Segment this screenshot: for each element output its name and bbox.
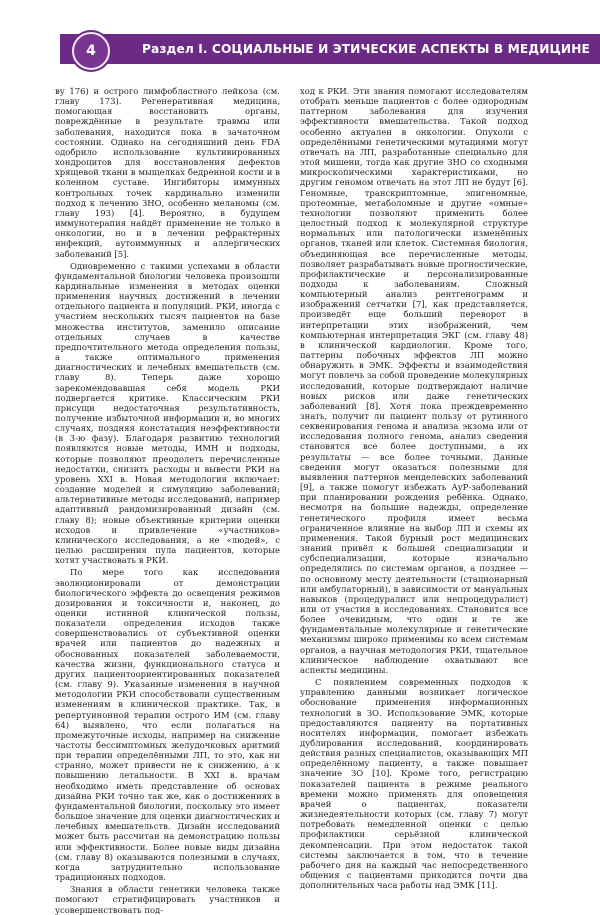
page-header	[60, 34, 600, 64]
paragraph: По мере того как исследования эволюционировали от демонстрации биологического эффекта до освещения режимов дозирования и токсичности и, наконец, до оценки истинной клинической пользы, показатели определения исходов также совершенствовались от субъективной оценки врачей или пациентов до надежных и обоснованных показателей заболеваемости, качества жизни, функционального статуса и других пациентоориентированных показателей (см. главу 9). Указанные изменения в научной методологии РКИ способствовали существенным изменениям в клинической практике. Так, в репертуинонной терапии острого ИМ (см. главу 64) выявлено, что если полагаться на промежуточные исходы, например на снижение частоты бессимптомных желудочковых аритмий при терапии определёнными ЛП, то это, как ни странно, может привести не к снижению, а к повышению летальности. В XXI в. врачам необходимо иметь представление об основах дизайна РКИ точно так же, как о достижениях в фундаментальной биологии, поскольку это имеет большое значение для оценки диагностических и лечебных вмешательств. Дизайн исследований может быть рассчитан на демонстрацию пользы или эффективности. Более новые виды дизайна (см. главу 8) оказываются полезными в случаях, когда затруднительно использование традиционных подходов.	[55, 567, 280, 883]
paragraph: Одновременно с такими успехами в области фундаментальной биологии человека произошли кардинальные изменения в методах оценки применения научных достижений в лечении отдельного пациента и популяций. РКИ, иногда с участием нескольких тысяч пациентов на базе множества институтов, заменило описание отдельных случаев в качестве предпочтительного метода определения пользы, а также оптимального применения диагностических и лечебных вмешательств (см. главу 8). Теперь даже хорошо зарекомендовавшая себя модель РКИ подвергается критике. Классическим РКИ присущи недостаточная результативность, получение избыточной информации и, во многих случаях, поздняя констатация неэффективности (в 3-ю фазу). Благодаря развитию технологий появляются новые методы, ИМН и подходы, которые позволяют преодолеть перечисленные недостатки, снизить расходы и вывести РКИ на уровень XXI в. Новая методология включает: создание моделей и симуляцию заболеваний; альтернативные методы исследований, например адаптивный рандомизированный дизайн (см. главу 8); новые объективные критерии оценки исходов и привлечение «участников» клинического исследования, а не «людей», с целью расширения пула пациентов, которые хотят участвовать в РКИ.	[55, 260, 280, 566]
left-column	[55, 86, 280, 915]
paragraph: С появлением современных подходов к управлению данными возникает логическое обоснование применения информационных технологий в ЗО. Использование ЭМК, которые предоставляются пациенту на портативных носителях информации, помогает избежать дублирования исследований, координировать действия разных специалистов, оказывающих МП определённому пациенту, а также повышает значение ЗО [10]. Кроме того, регистрацию показателей пациента в режиме реального времени можно применять для оповещения врачей о пациентах, показатели жизнедеятельности которых (см. главу 7) могут потребовать немедленной оценки с целью профилактики серьёзной клинической декомпенсации. При этом недостаток такой системы заключается в том, что в течение рабочего дня на каждый час непосредственного общения с пациентами приходится почти два дополнительных часа работы над ЭМК [11].	[300, 677, 528, 891]
section-title: Раздел I. СОЦИАЛЬНЫЕ И ЭТИЧЕСКИЕ АСПЕКТЫ В МЕДИЦИНЕ	[142, 42, 590, 56]
paragraph: ход к РКИ. Эти знания помогают исследователям отобрать меньше пациентов с более однородным паттерном заболевания для изучения эффективности вмешательства. Такой подход особенно актуален в онкологии. Опухоли с определёнными генетическими мутациями могут отвечать на ЛП, разработанные специально для этой мишени, тогда как другие ЗНО со сходными микроскопическими характеристиками, но другим геномом отвечать на этот ЛП не будут [6]. Геномные, транскриптомные, эпигеномные, протеомные, метаболомные и другие «омные» технологии позволяют применить более целостный подход к молекулярной структуре нормальных или патологически изменённых органов, тканей или клеток. Системная биология, объединяющая все перечисленные методы, позволяет разрабатывать новые прогностические, профилактические и персонализированные подходы к заболеваниям. Сложный компьютерный анализ рентгенограмм и изображений сетчатки [7], как представляется, произведёт еще больший переворот в интерпретации этих изображений, чем компьютерная интерпретация ЭКГ (см. главу 48) в клинической кардиологии. Кроме того, паттерны побочных эффектов ЛП можно обнаружить в ЭМК. Эффекты и взаимодействия могут повлечь за собой проведение молекулярных исследований, которые подтверждают наличие новых рисков или даже генетических заболеваний [8]. Хотя пока преждевременно знать, получит ли пациент пользу от рутинного секвенирования генома и анализа экзома или от исследования полного генома, анализ сведения становятся все более доступными, а их результаты — все более точными. Данные сведения могут оказаться полезными для выявления паттернов менделевских заболеваний [9], а также помогут избежать АуР-заболеваний при планировании рождения ребёнка. Однако, несмотря на большие надежды, определение генетического профиля имеет весьма ограниченное влияние на выбор ЛП и схемы их применения. Такой бурный рост медицинских знаний привёл к большей специализации и субспециализации, которые изначально определялись по системам органов, а позднее — по основному месту деятельности (стационарный или амбулаторный), в зависимости от мануальных навыков (процедуралист или непроцедуралист) или от участия в исследованиях. Становится все более очевидным, что один и те же фундаментальные молекулярные и генетические механизмы широко применимы ко всем системам органов, а научная методология РКИ, тщательное клиническое наблюдение охватывают все аспекты медицины.	[300, 86, 528, 675]
paragraph: Знания в области генетики человека также помогают стратифицировать участников и усовершенствовать под-	[55, 884, 280, 915]
right-column	[300, 86, 528, 890]
paragraph: ву 176) и острого лимфобластного лейкоза (см. главу 173). Регенеративная медицина, помогающая восстановить органы, повреждённые в результате травмы или заболевания, находится пока в зачаточном состоянии. Однако на сегодняшний день FDA одобрило использование культивированных хондроцитов для восстановления дефектов хрящевой ткани в мыщелках бедренной кости и в коленном суставе. Ингибиторы иммунных контрольных точек кардинально изменили подход к лечению ЗНО, особенно меланомы (см. главу 193) [4]. Вероятно, в будущем иммунотерапия найдёт применение не только в онкологии, но и в лечении рефрактерных инфекций, аутоиммунных и аллергических заболеваний [5].	[55, 86, 280, 259]
page-number: 4	[72, 32, 110, 70]
